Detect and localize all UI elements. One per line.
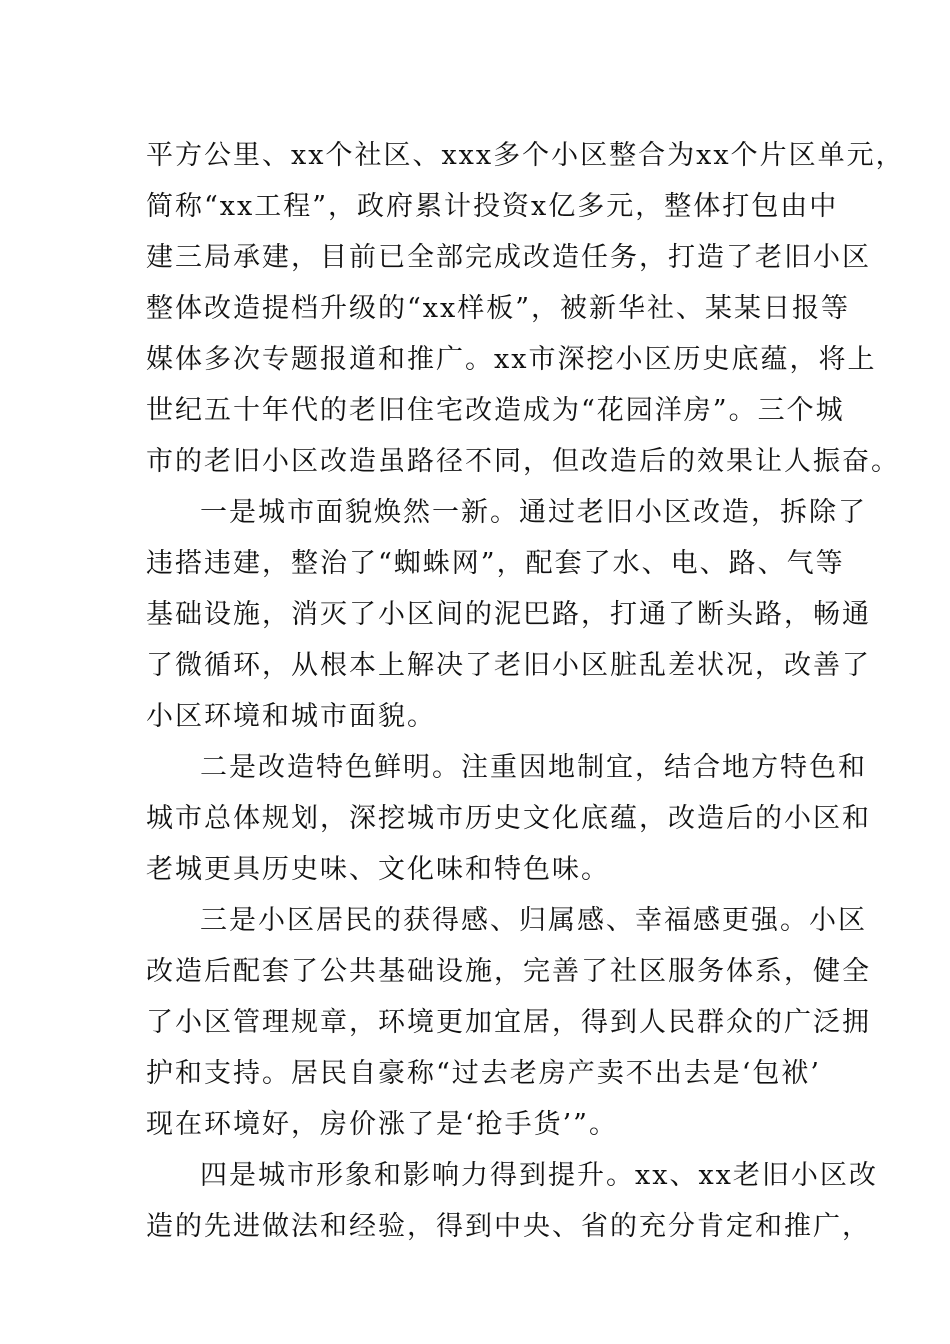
paragraph-1 (146, 130, 905, 487)
text-line: 护和支持。居民自豪称“过去老房产卖不出去是‘包袱’ (146, 1058, 821, 1089)
text-line: 整体改造提档升级的“xx样板”，被新华社、某某日报等 (146, 293, 851, 324)
text-line: 建三局承建，目前已全部完成改造任务，打造了老旧小区 (146, 242, 871, 273)
text-line: 小区环境和城市面貌。 (146, 701, 436, 732)
paragraph-4 (146, 895, 871, 1150)
document-body (146, 130, 905, 1252)
paragraph-2 (146, 487, 871, 742)
text-line: 造的先进做法和经验，得到中央、省的充分肯定和推广， (146, 1211, 871, 1242)
text-line: 三是小区居民的获得感、归属感、幸福感更强。小区 (200, 905, 867, 936)
text-line: 改造后配套了公共基础设施，完善了社区服务体系，健全 (146, 956, 871, 987)
text-line: 违搭违建，整治了“蜘蛛网”，配套了水、电、路、气等 (146, 548, 845, 579)
text-line: 简称“xx工程”，政府累计投资x亿多元，整体打包由中 (146, 191, 839, 222)
text-line: 世纪五十年代的老旧住宅改造成为“花园洋房”。三个城 (146, 395, 845, 426)
text-line: 一是城市面貌焕然一新。通过老旧小区改造，拆除了 (200, 497, 867, 528)
paragraph-5 (146, 1150, 878, 1252)
text-line: 了微循环，从根本上解决了老旧小区脏乱差状况，改善了 (146, 650, 871, 681)
text-line: 城市总体规划，深挖城市历史文化底蕴，改造后的小区和 (146, 803, 871, 834)
text-line: 老城更具历史味、文化味和特色味。 (146, 854, 610, 885)
text-line: 媒体多次专题报道和推广。xx市深挖小区历史底蕴，将上 (146, 344, 877, 375)
text-line: 市的老旧小区改造虽路径不同，但改造后的效果让人振奋。 (146, 446, 900, 477)
text-line: 了小区管理规章，环境更加宜居，得到人民群众的广泛拥 (146, 1007, 871, 1038)
paragraph-3 (146, 742, 871, 895)
text-line: 二是改造特色鲜明。注重因地制宜，结合地方特色和 (200, 752, 867, 783)
text-line: 四是城市形象和影响力得到提升。xx、xx老旧小区改 (200, 1160, 878, 1191)
text-line: 平方公里、xx个社区、xxx多个小区整合为xx个片区单元， (146, 140, 905, 171)
text-line: 现在环境好，房价涨了是‘抢手货’”。 (146, 1109, 618, 1140)
text-line: 基础设施，消灭了小区间的泥巴路，打通了断头路，畅通 (146, 599, 871, 630)
